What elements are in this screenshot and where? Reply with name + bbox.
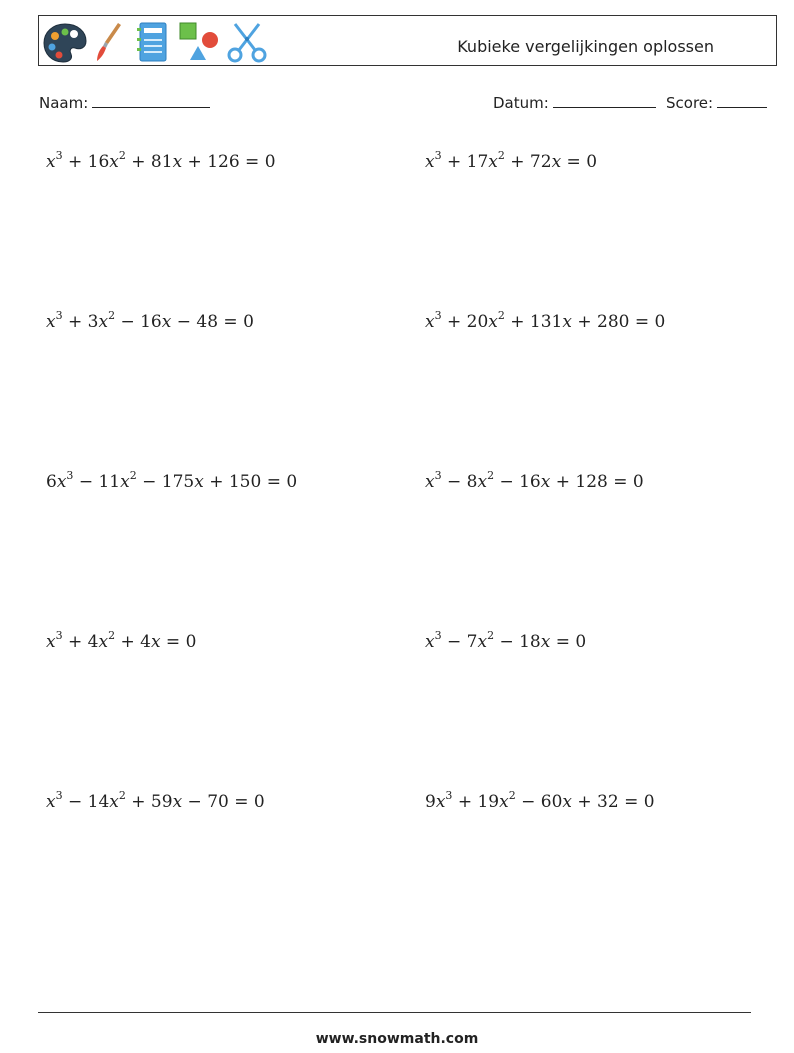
date-blank[interactable]	[553, 93, 656, 108]
equation-6: $x^3 - 8x^2 - 16x + 128 = 0$	[425, 469, 644, 492]
notebook-icon	[136, 20, 170, 64]
worksheet-header	[38, 15, 777, 66]
equation-8: $x^3 - 7x^2 - 18x = 0$	[425, 629, 587, 652]
equation-5: $6x^3 - 11x^2 - 175x + 150 = 0$	[46, 469, 298, 492]
shapes-icon	[176, 20, 220, 64]
name-field[interactable]	[39, 93, 210, 112]
equation-2: $x^3 + 17x^2 + 72x = 0$	[425, 149, 598, 172]
footer-divider	[38, 1012, 751, 1013]
paintbrush-icon	[94, 20, 124, 64]
palette-icon	[42, 20, 88, 64]
date-label: Datum:	[493, 94, 549, 112]
equation-9: $x^3 - 14x^2 + 59x - 70 = 0$	[46, 789, 265, 812]
score-label: Score:	[666, 94, 714, 112]
equation-10: $9x^3 + 19x^2 - 60x + 32 = 0$	[425, 789, 655, 812]
name-blank[interactable]	[92, 93, 210, 108]
footer-website: www.snowmath.com	[315, 1031, 479, 1047]
header-icons	[42, 20, 272, 64]
equation-1: $x^3 + 16x^2 + 81x + 126 = 0$	[46, 149, 276, 172]
score-blank[interactable]	[717, 93, 767, 108]
date-field[interactable]	[493, 93, 656, 112]
equation-4: $x^3 + 20x^2 + 131x + 280 = 0$	[425, 309, 666, 332]
score-field[interactable]	[666, 93, 767, 112]
equation-7: $x^3 + 4x^2 + 4x = 0$	[46, 629, 197, 652]
name-label: Naam:	[39, 94, 89, 112]
worksheet-title: Kubieke vergelijkingen oplossen	[457, 37, 714, 56]
equation-3: $x^3 + 3x^2 - 16x - 48 = 0$	[46, 309, 254, 332]
scissors-icon	[225, 20, 269, 64]
